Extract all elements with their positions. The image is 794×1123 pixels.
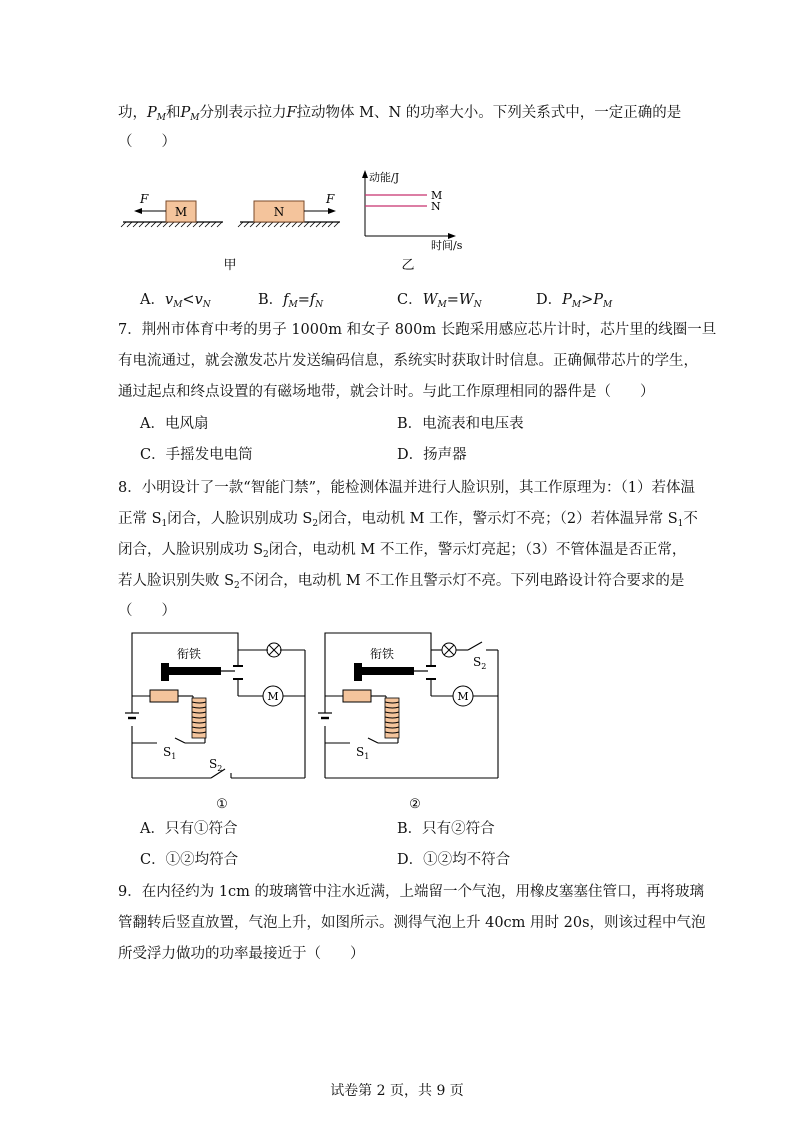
- q9-line3: 所受浮力做功的功率最接近于（ ）: [118, 946, 365, 962]
- q6-option-b[interactable]: B．$f_M=f_N$: [258, 292, 324, 310]
- force-right-label: F: [326, 192, 335, 206]
- q6-option-a[interactable]: A．$v_M<v_N$: [140, 292, 211, 310]
- q6-figure-yi: [355, 168, 465, 280]
- page-footer: 试卷第 2 页，共 9 页: [330, 1083, 464, 1099]
- line-n-label: N: [431, 200, 441, 213]
- caption-yi: 乙: [401, 258, 415, 273]
- motor-label-2: M: [457, 690, 469, 703]
- q6-stem-line1: 功，$P_M$和$P_M$分别表示拉力F拉动物体 M、N 的功率大小。下列关系式中，一定正确的是: [118, 105, 682, 123]
- line-m-label: M: [431, 189, 443, 202]
- q6-figure-jia: [118, 185, 348, 280]
- q7-line1: 7．荆州市体育中考的男子 1000m 和女子 800m 长跑采用感应芯片计时，芯片里的线圈一旦: [118, 322, 717, 338]
- q7-line2: 有电流通过，就会激发芯片发送编码信息，系统实时获取计时信息。正确佩带芯片的学生，: [118, 353, 698, 369]
- q8-line1: 8．小明设计了一款“智能门禁”，能检测体温并进行人脸识别，其工作原理为：（1）若体温: [118, 480, 696, 496]
- q8-option-d[interactable]: D．①②均不符合: [397, 852, 511, 868]
- q9-line1: 9．在内径约为 1cm 的玻璃管中注水近满，上端留一个气泡，用橡皮塞塞住管口，再将玻璃: [118, 884, 705, 900]
- q7-option-d[interactable]: D．扬声器: [397, 447, 467, 463]
- q6-paren: （ ）: [118, 134, 176, 150]
- block-n-label: N: [273, 205, 285, 219]
- q7-option-a[interactable]: A．电风扇: [140, 416, 209, 432]
- q8-paren: （ ）: [118, 603, 176, 619]
- s2-label-1: $S_2$: [209, 757, 223, 773]
- q9-line2: 管翻转后竖直放置，气泡上升，如图所示。测得气泡上升 40cm 用时 20s，则该过程中气泡: [118, 915, 706, 931]
- armature-label-2: 衔铁: [370, 647, 395, 661]
- force-left-label: F: [140, 192, 149, 206]
- armature-label-1: 衔铁: [177, 647, 202, 661]
- q6-option-c[interactable]: C．$W_M=W_N$: [397, 292, 482, 310]
- q8-option-b[interactable]: B．只有②符合: [397, 821, 495, 837]
- q8-option-c[interactable]: C．①②均符合: [140, 852, 239, 868]
- q7-option-c[interactable]: C．手摇发电电筒: [140, 447, 253, 463]
- s1-label-2: $S_1$: [356, 745, 370, 761]
- q6-option-d[interactable]: D．$P_M>P_M$: [536, 292, 613, 310]
- yi-xlabel: 时间/s: [431, 239, 463, 252]
- block-m-label: M: [174, 205, 188, 219]
- yi-ylabel: 动能/J: [369, 171, 400, 184]
- q8-line3: 闭合，人脸识别成功 $S_2$闭合，电动机 M 不工作，警示灯亮起；（3）不管体温是否正常，: [118, 542, 687, 560]
- q8-option-a[interactable]: A．只有①符合: [140, 821, 238, 837]
- s2-label-2: $S_2$: [473, 655, 487, 671]
- q7-option-b[interactable]: B．电流表和电压表: [397, 416, 524, 432]
- circuit-1: [125, 628, 310, 813]
- caption-jia: 甲: [223, 258, 237, 273]
- circuit-2: [318, 628, 503, 813]
- s1-label-1: $S_1$: [163, 745, 177, 761]
- q8-line2: 正常 $S_1$闭合，人脸识别成功 $S_2$闭合，电动机 M 工作，警示灯不亮；（2）若体温异常 $S_1$不: [118, 511, 698, 529]
- caption-circuit-1: ①: [216, 797, 228, 812]
- q7-line3: 通过起点和终点设置的有磁场地带，就会计时。与此工作原理相同的器件是（ ）: [118, 384, 655, 400]
- motor-label-1: M: [267, 690, 279, 703]
- q8-line4: 若人脸识别失败 $S_2$不闭合，电动机 M 不工作且警示灯不亮。下列电路设计符合要求的是: [118, 573, 685, 591]
- caption-circuit-2: ②: [409, 797, 421, 812]
